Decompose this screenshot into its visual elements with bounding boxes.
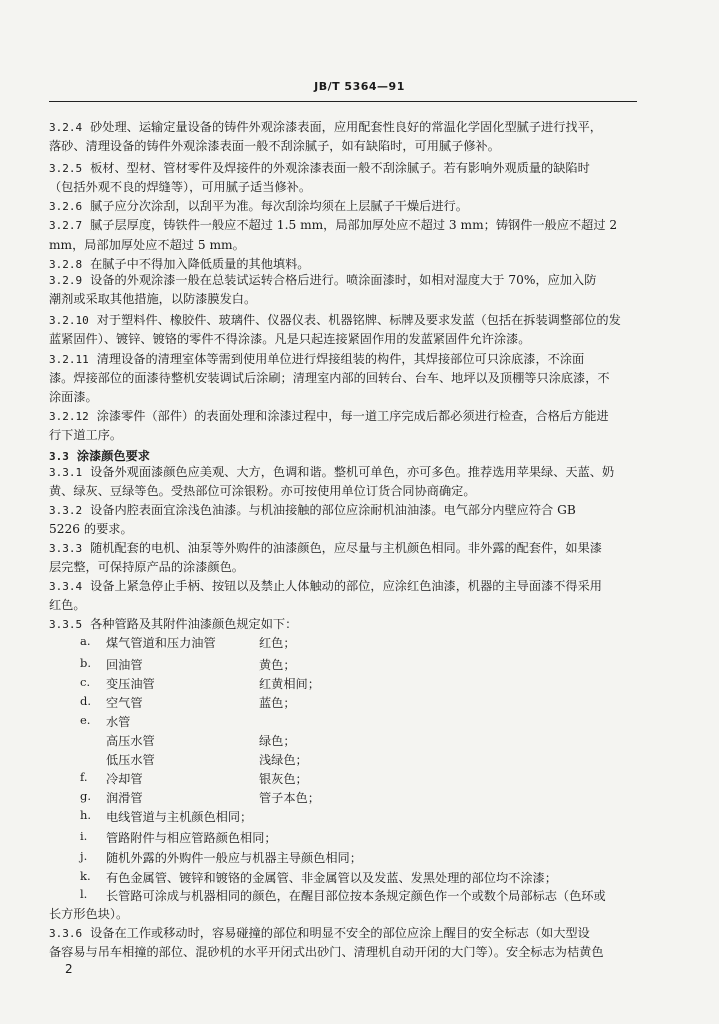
pipe-color: 浅绿色； <box>259 753 308 767</box>
pipe-name: 高压水管 <box>106 734 155 748</box>
list-marker: k. <box>80 869 91 883</box>
clause-text: 涂面漆。 <box>49 390 98 404</box>
list-marker: b. <box>80 656 92 670</box>
clause-line <box>49 291 639 307</box>
clause-text: 黄、绿灰、豆绿等色。受热部位可涂银粉。亦可按使用单位订货合同协商确定。 <box>49 484 476 498</box>
clause-line <box>49 331 639 347</box>
clause-number: 3.3.3 <box>49 542 83 555</box>
list-marker: h. <box>80 808 92 822</box>
clause-line <box>49 559 639 575</box>
clause-number: 3.2.6 <box>49 200 83 213</box>
clause-line <box>49 160 639 177</box>
clause-line <box>49 370 639 386</box>
clause-text: 潮剂或采取其他措施，以防漆膜发白。 <box>49 292 257 306</box>
clause-text: 漆。焊接部位的面漆待整机安装调试后涂刷；清理室内部的回转台、台车、地坪以及顶棚等只涂底漆，不 <box>49 371 610 385</box>
clause-text: 各种管路及其附件油漆颜色规定如下： <box>90 617 298 631</box>
clause-text: 红色。 <box>49 598 86 612</box>
clause-number: 3.3.1 <box>49 466 83 479</box>
clause-text: （包括外观不良的焊缝等），可用腻子适当修补。 <box>49 180 312 194</box>
clause-text: 涂漆零件（部件）的表面处理和涂漆过程中，每一道工序完成后都必须进行检查，合格后方能进 <box>96 409 609 423</box>
clause-text: 涂漆颜色要求 <box>76 449 150 463</box>
clause-text: 长方形色块）。 <box>49 907 129 921</box>
pipe-color: 蓝色； <box>259 696 296 710</box>
pipe-name: 润滑管 <box>106 791 143 805</box>
page-number: 2 <box>65 962 73 976</box>
clause-line <box>49 616 639 633</box>
clause-line <box>49 179 639 195</box>
list-marker: l. <box>80 887 88 901</box>
list-item-text: 随机外露的外购件一般应与机器主导颜色相同； <box>106 851 362 865</box>
clause-text: 砂处理、运输定量设备的铸件外观涂漆表面，应用配套性良好的常温化学固化型腻子进行找平， <box>90 120 602 134</box>
pipe-color: 黄色； <box>259 658 296 672</box>
clause-line <box>49 464 639 481</box>
clause-line <box>49 578 639 595</box>
list-marker: i. <box>80 829 88 843</box>
pipe-color: 红色； <box>259 636 296 650</box>
clause-text: 备容易与吊车相撞的部位、混砂机的水平开闭式出砂门、清理机自动开闭的大门等）。安全标志为桔黄色 <box>49 945 604 959</box>
clause-line <box>49 597 639 613</box>
clause-line <box>49 408 639 425</box>
clause-number: 3.3.5 <box>49 618 83 631</box>
clause-line <box>49 427 639 443</box>
clause-line <box>49 217 639 234</box>
list-marker: j. <box>80 849 88 863</box>
list-item-text: 有色金属管、镀锌和镀铬的金属管、非金属管以及发蓝、发黑处理的部位均不涂漆； <box>106 871 557 885</box>
clause-text: mm，局部加厚处应不超过 5 mm。 <box>49 238 245 252</box>
clause-number: 3.3.6 <box>49 927 83 940</box>
pipe-name: 低压水管 <box>106 753 155 767</box>
clause-text: 设备内腔表面宜涂浅色油漆。与机油接触的部位应涂耐机油油漆。电气部分内壁应符合 GB <box>90 503 576 517</box>
clause-line <box>49 925 639 942</box>
clause-line <box>49 312 639 329</box>
clause-number: 3.2.8 <box>49 258 83 271</box>
clause-number: 3.2.11 <box>49 353 89 366</box>
clause-number: 3.2.4 <box>49 121 83 134</box>
clause-text: 设备的外观涂漆一般在总装试运转合格后进行。喷涂面漆时，如相对湿度大于 70%，应加入防 <box>90 273 597 287</box>
clause-line <box>49 351 639 368</box>
pipe-name: 变压油管 <box>106 677 155 691</box>
clause-line <box>49 448 639 465</box>
clause-number: 3.3.2 <box>49 504 83 517</box>
pipe-color: 银灰色； <box>259 772 308 786</box>
clause-line <box>49 272 639 289</box>
clause-number: 3.2.5 <box>49 162 83 175</box>
clause-number: 3.2.7 <box>49 219 83 232</box>
clause-line <box>49 256 639 273</box>
list-marker: g. <box>80 789 92 803</box>
clause-line <box>49 540 639 557</box>
clause-text: 腻子层厚度，铸铁件一般应不超过 1.5 mm，局部加厚处应不超过 3 mm；铸钢件一般应不超过 2 <box>90 218 618 232</box>
pipe-color: 红黄相间； <box>259 677 320 691</box>
list-item-text: 长管路可涂成与机器相同的颜色，在醒目部位按本条规定颜色作一个或数个局部标志（色环或 <box>106 889 606 903</box>
clause-text: 设备在工作或移动时，容易碰撞的部位和明显不安全的部位应涂上醒目的安全标志（如大型设 <box>90 926 590 940</box>
pipe-name: 空气管 <box>106 696 143 710</box>
clause-line <box>49 389 639 405</box>
pipe-name: 冷却管 <box>106 772 143 786</box>
clause-line <box>49 483 639 499</box>
clause-text: 随机配套的电机、油泵等外购件的油漆颜色，应尽量与主机颜色相同。非外露的配套件，如果漆 <box>90 541 602 555</box>
clause-line <box>49 502 639 519</box>
clause-text: 蓝紧固件）、镀锌、镀铬的零件不得涂漆。凡是只起连接紧固作用的发蓝紧固件允许涂漆。 <box>49 332 531 346</box>
clause-number: 3.2.10 <box>49 314 89 327</box>
clause-number: 3.3.4 <box>49 580 83 593</box>
clause-number: 3.3 <box>49 450 69 463</box>
clause-number: 3.2.9 <box>49 274 83 287</box>
clause-line <box>49 198 639 215</box>
pipe-color: 管子本色； <box>259 791 320 805</box>
clause-line <box>49 521 639 537</box>
clause-text: 对于塑料件、橡胶件、玻璃件、仪器仪表、机器铭牌、标牌及要求发蓝（包括在拆装调整部位的发 <box>96 313 621 327</box>
pipe-color: 绿色； <box>259 734 296 748</box>
list-item-text: 管路附件与相应管路颜色相同； <box>106 831 277 845</box>
clause-text: 在腻子中不得加入降低质量的其他填料。 <box>90 257 310 271</box>
header-rule <box>49 101 637 102</box>
clause-line <box>49 944 639 960</box>
clause-text: 设备上紧急停止手柄、按钮以及禁止人体触动的部位，应涂红色油漆，机器的主导面漆不得采用 <box>90 579 602 593</box>
clause-text: 板材、型材、管材零件及焊接件的外观涂漆表面一般不刮涂腻子。若有影响外观质量的缺陷时 <box>90 161 590 175</box>
clause-number: 3.2.12 <box>49 410 89 423</box>
clause-text: 设备外观面漆颜色应美观、大方，色调和谐。整机可单色，亦可多色。推荐选用苹果绿、天蓝、奶 <box>90 465 615 479</box>
list-marker: d. <box>80 694 92 708</box>
list-item-text: 电线管道与主机颜色相同； <box>106 810 253 824</box>
list-marker: e. <box>80 713 91 727</box>
pipe-name: 煤气管道和压力油管 <box>106 636 216 650</box>
pipe-name: 水管 <box>106 715 131 729</box>
clause-text: 层完整，可保持原产品的涂漆颜色。 <box>49 560 244 574</box>
list-marker: c. <box>80 675 91 689</box>
list-marker: f. <box>80 770 88 784</box>
list-item-continuation <box>49 906 639 922</box>
clause-line <box>49 138 639 154</box>
clause-text: 5226 的要求。 <box>49 522 133 536</box>
clause-text: 落砂、清理设备的铸件外观涂漆表面一般不刮涂腻子，如有缺陷时，可用腻子修补。 <box>49 139 500 153</box>
list-marker: a. <box>80 634 91 648</box>
pipe-name: 回油管 <box>106 658 143 672</box>
clause-text: 清理设备的清理室体等需到使用单位进行焊接组装的构件，其焊接部位可只涂底漆，不涂面 <box>96 352 585 366</box>
clause-line <box>49 119 639 136</box>
clause-text: 腻子应分次涂刮，以刮平为准。每次刮涂均须在上层腻子干燥后进行。 <box>90 199 468 213</box>
clause-text: 行下道工序。 <box>49 428 123 442</box>
clause-line <box>49 237 639 253</box>
page-header: JB/T 5364—91 <box>314 80 405 93</box>
